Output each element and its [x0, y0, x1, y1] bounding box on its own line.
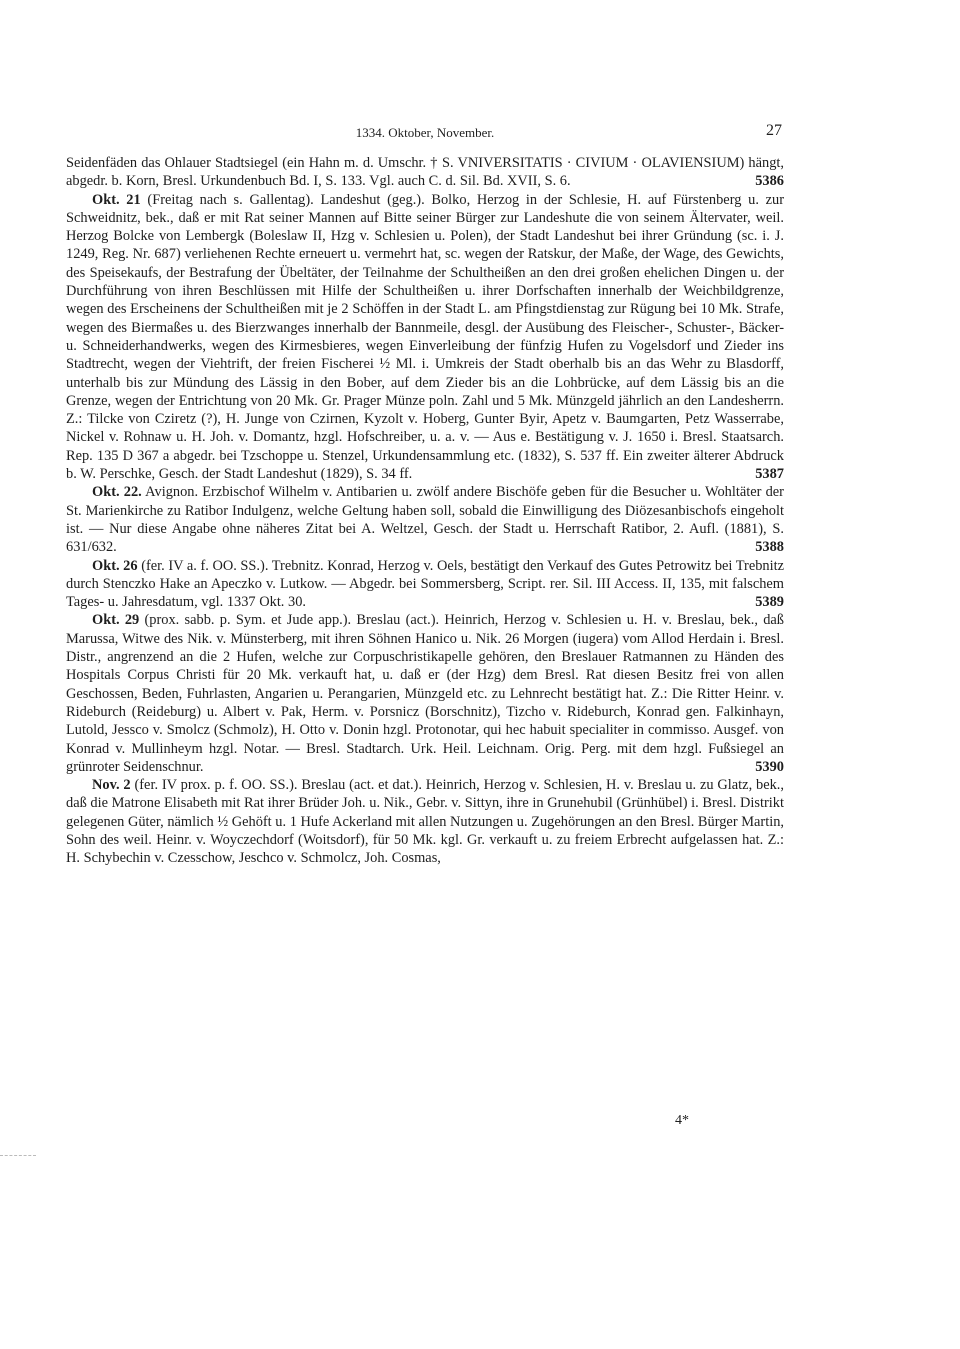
entry-text: (prox. sabb. p. Sym. et Jude app.). Breslau (act.). Heinrich, Herzog v. Schlesien u. H. v. Breslau, bek., daß Marussa, Witwe des Nik. v. Münsterberg, mit ihren Söhnen Hanico u. Nik. 26 Morgen (iugera) vom Allod Herdain i. Bresl. Distr., angrenzend an die 2 Hufen, welche zur Corpuschristikapelle gehören, den Breslauer Ratmannen zu Händen des Hospitals Corpus Christi für 20 Mk. verkauft hat, u. daß er (der Hzg) dem Bresl. Rat diesen Besitz frei von allen Geschossen, Beden, Fuhrlasten, Angarien u. Perangarien, Münzgeld etc. zu Lehnrecht bestätigt hat. Z.: Die Ritter Heinr. v. Rideburch (Reideburg) u. Albert v. Pak, Herm. v. Porsnicz (Borschnitz), Tizcho v. Rideburch, Konrad gen. Falkinhayn, Lutold, Jessco v. Smolcz (Schmolz), H. Otto v. Donin hzgl. Protonotar, qui hec habuit specialiter in commisso. Ausgef. von Konrad v. Mullinheym hzgl. Notar. — Bresl. Stadtarch. Urk. Heil. Leichnam. Orig. Perg. mit dem hzgl. Fußsiegel an grünroter Seidenschnur. — [66, 612, 785, 775]
entry-5388 — [66, 483, 784, 556]
entry-date: Nov. 2 — [92, 777, 131, 794]
entry-text: Avignon. Erzbischof Wilhelm v. Antibarien u. zwölf andere Bischöfe geben für die Besucher u. Wohltäter der St. Marienkirche zu Ratibor Indulgenz, welche Geltung haben soll, sobald die Einwilligung des Diözesanbischofs eingeholt ist. — Nur diese Angabe ohne näheres Zitat bei A. Weltzel, Gesch. der Stadt u. Herrschaft Ratibor, 2. Aufl. (1881), S. 631/632. — [66, 484, 784, 556]
entry-text: (fer. IV a. f. OO. SS.). Trebnitz. Konrad, Herzog v. Oels, bestätigt den Verkauf des Gutes Petrowitz bei Trebnitz durch Stenczko Hake an Apeczko v. Lutkow. — Abgedr. bei Sommersberg, Script. rer. Sil. III Access. II, 135, mit falschem Tages- u. Jahresdatum, vgl. 1337 Okt. 30. — [66, 557, 784, 611]
signature-mark: 4* — [675, 1113, 689, 1128]
entry-number: 5387 — [755, 466, 784, 483]
entry-number: 5390 — [755, 758, 784, 775]
page-header — [68, 122, 782, 145]
entry-date: Okt. 29 — [92, 612, 140, 629]
entry-date: Okt. 21 — [92, 191, 141, 208]
entry-text: Seidenfäden das Ohlauer Stadtsiegel (ein Hahn m. d. Umschr. † S. VNIVERSITATIS · CIVIUM · OLAVIENSIUM) hängt, abgedr. b. Korn, Bresl. Urkundenbuch Bd. I, S. 133. Vgl. auch C. d. Sil. Bd. XVII, S. 6. — [66, 155, 784, 190]
entry-number: 5389 — [755, 594, 784, 611]
entry-5390 — [66, 611, 784, 776]
entry-continuation — [66, 154, 784, 191]
regesta-text — [66, 154, 784, 868]
entry-text: (fer. IV prox. p. f. OO. SS.). Breslau (act. et dat.). Heinrich, Herzog v. Schlesien, H. v. Breslau u. zu Glatz, bek., daß die Matrone Elisabeth mit Rat ihrer Brüder Joh. u. Nik., Gebr. v. Sittyn, ihre in Grunehubil (Grünhübel) i. Bresl. Distrikt gelegenen Güter, nämlich ½ Gehöft u. 1 Hufe Ackerland mit allen Nutzungen u. Zugehörungen an den Bresl. Bürger Martin, Sohn des weil. Heinr. v. Woyczechdorf (Woitsdorf), für 50 Mk. kgl. Gr. verkauft u. zu freiem Erbrecht aufgelassen hat. Z.: H. Schybechin v. Czesschow, Jeschco v. Schmolcz, Joh. Cosmas, — [66, 777, 784, 867]
entry-number: 5388 — [755, 539, 784, 556]
entry-5389 — [66, 557, 784, 612]
running-title: 1334. Oktober, November. — [355, 125, 495, 140]
entry-date: Okt. 22. — [92, 484, 142, 501]
entry-nov-2 — [66, 776, 784, 867]
entry-date: Okt. 26 — [92, 557, 138, 574]
entry-text: (Freitag nach s. Gallentag). Landeshut (geg.). Bolko, Herzog in der Schlesie, H. auf Fürstenberg u. zur Schweidnitz, bek., daß er mit Rat seiner Mannen auf Bitte seiner Bürger zur Landeshute die von seinem Ältervater, weil. Herzog Bolcke von Lembergk (Boleslaw II, Hzg v. Schlesien u. Polen), der Stadt Landeshut bei ihrer Gründung (sc. i. J. 1249, Reg. Nr. 687) verliehenen Rechte erneuert u. vermehrt hat, sc. wegen der Ratskur, der Maße, der Wage, des Gewichts, des Speisekaufs, der Bestrafung der Übeltäter, der Teilnahme der Schultheißen an den drei großen ehelichen Dingen u. der Durchführung von ihren Beschlüssen mit Hilfe der Schultheißen u. ihrer Dorfschaften innerhalb der Weichbildgrenze, wegen des Erscheinens der Schultheißen mit je 2 Schöffen in der Stadt L. am Pfingstdienstag zur Rügung bei 10 Mk. Strafe, wegen des Biermaßes u. des Bierzwanges innerhalb der Bannmeile, desgl. der Ausübung des Fleischer-, Schuster-, Bäcker- u. Schneiderhandwerks, wegen des Kirmesbieres, wegen Einverleibung der fünfzig Hufen zu Vogelsdorf und Zieder ins Stadtrecht, wegen der Viehtrift, der freien Fischerei ½ Ml. i. Umkreis der Stadt oberhalb bis an das Wehr zu Blasdorff, unterhalb bis zur Mündung des Lässig in den Bober, auf dem Zieder bis an die Lohbrücke, auf dem Lässig bis an die Grenze, wegen der Entrichtung von 20 Mk. Gr. Prager Münze poln. Zahl und 5 Mk. Münzgeld jährlich an den Landesherrn. Z.: Tilcke von Cziretz (?), H. Junge von Czirnen, Kyzolt v. Hoberg, Gunter Byir, Apetz v. Baumgarten, Petz Wasserrabe, Nickel v. Rohnaw u. H. Joh. v. Domantz, hzgl. Hofschreiber, u. a. v. — Aus e. Bestätigung v. J. 1650 i. Bresl. Staatsarch. Rep. 135 D 367 a abgedr. bei Tzschoppe u. Stenzel, Urkundensammlung etc. (1832), S. 537 ff. Ein zweiter älterer Abdruck b. W. Perschke, Gesch. der Stadt Landeshut (1829), S. 34 ff. — [66, 191, 784, 483]
entry-number: 5386 — [755, 173, 784, 190]
margin-divider — [0, 1155, 36, 1156]
page-number: 27 — [766, 122, 782, 139]
entry-5387 — [66, 191, 784, 484]
